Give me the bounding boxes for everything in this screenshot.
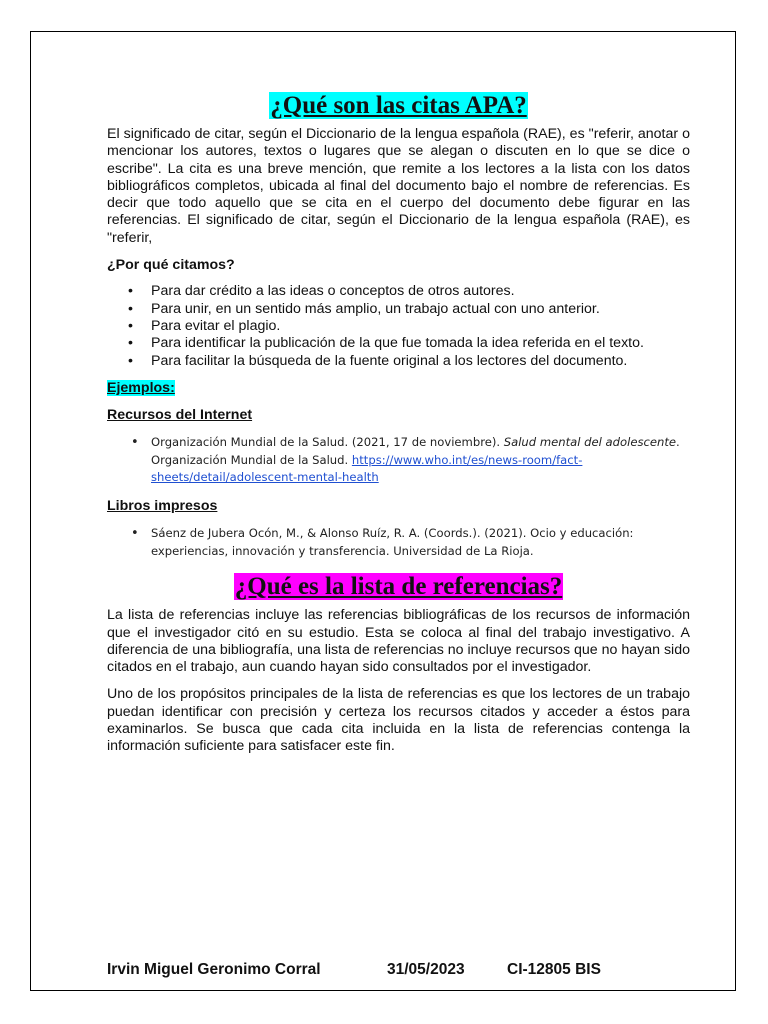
footer-author: Irvin Miguel Geronimo Corral — [107, 961, 321, 978]
reference-title: Salud mental del adolescente — [503, 435, 677, 450]
section2-paragraph-1: La lista de referencias incluye las referencias bibliográficas de los recursos de información que el investigador citó en su estudio. Esta se coloca al final del trabajo investigativo. A diferencia de una bibliografía, una lista de referencias no incluye recursos que no hayan sido citados en el trabajo, aun cuando hayan sido consultados por el investigador. — [107, 607, 690, 676]
reference-publisher: . Organización Mundial de la Salud. — [151, 435, 680, 467]
section1-paragraph: El significado de citar, según el Diccionario de la lengua española (RAE), es "referir, anotar o mencionar los autores, textos o lugares que se alegan o discuten en lo que se dice o escribe". La cita es una breve mención, que remite a los lectores a la lista con los datos bibliográficos completos, ubicada al final del documento bajo el nombre de referencias. Es decir que todo aquello que se cita en el cuerpo del documento debe figurar en las referencias. El significado de citar, según el Diccionario de la lengua española (RAE), es "referir, — [107, 126, 690, 246]
list-item: • Para facilitar la búsqueda de la fuente original a los lectores del documento. — [151, 353, 690, 370]
reference-item: • Sáenz de Jubera Ocón, M., & Alonso Ruíz, R. A. (Coords.). (2021). Ocio y educación: experiencias, innovación y transferencia. Universidad de La Rioja. — [151, 525, 690, 560]
list-item: • Para unir, en un sentido más amplio, un trabajo actual con uno anterior. — [151, 301, 690, 318]
internet-references-list — [107, 434, 690, 487]
examples-heading — [107, 380, 690, 397]
reference-item — [151, 434, 690, 487]
reference-author-date: Organización Mundial de la Salud. (2021, 17 de noviembre). — [151, 435, 504, 450]
document-body — [107, 32, 690, 756]
section2-title — [107, 572, 690, 602]
examples-heading-text: Ejemplos: — [107, 379, 175, 396]
list-item: • Para identificar la publicación de la que fue tomada la idea referida en el texto. — [151, 335, 690, 352]
footer-id: CI-12805 BIS — [507, 961, 601, 978]
document-page — [30, 31, 736, 991]
internet-resources-heading: Recursos del Internet — [107, 407, 253, 424]
section1-title — [107, 91, 690, 121]
section2-paragraph-2: Uno de los propósitos principales de la lista de referencias es que los lectores de un trabajo puedan identificar con precisión y certeza los recursos citados y acceder a éstos para examinarlos. Se busca que cada cita incluida en la lista de referencias contenga la información suficiente para satisfacer este fin. — [107, 686, 690, 755]
reference-link[interactable]: https://www.who.int/es/news-room/fact-sheets/detail/adolescent-mental-health — [151, 452, 583, 485]
printed-books-heading: Libros impresos — [107, 497, 218, 514]
why-cite-list — [107, 283, 690, 369]
footer-date: 31/05/2023 — [387, 961, 465, 978]
section2-title-text: ¿Qué es la lista de referencias? — [234, 573, 563, 601]
section1-title-text: ¿Qué son las citas APA? — [270, 92, 527, 119]
list-item: • Para dar crédito a las ideas o conceptos de otros autores. — [151, 283, 690, 300]
list-item: • Para evitar el plagio. — [151, 318, 690, 335]
footer — [107, 961, 601, 979]
why-cite-heading: ¿Por qué citamos? — [107, 257, 235, 274]
book-references-list — [107, 525, 690, 560]
